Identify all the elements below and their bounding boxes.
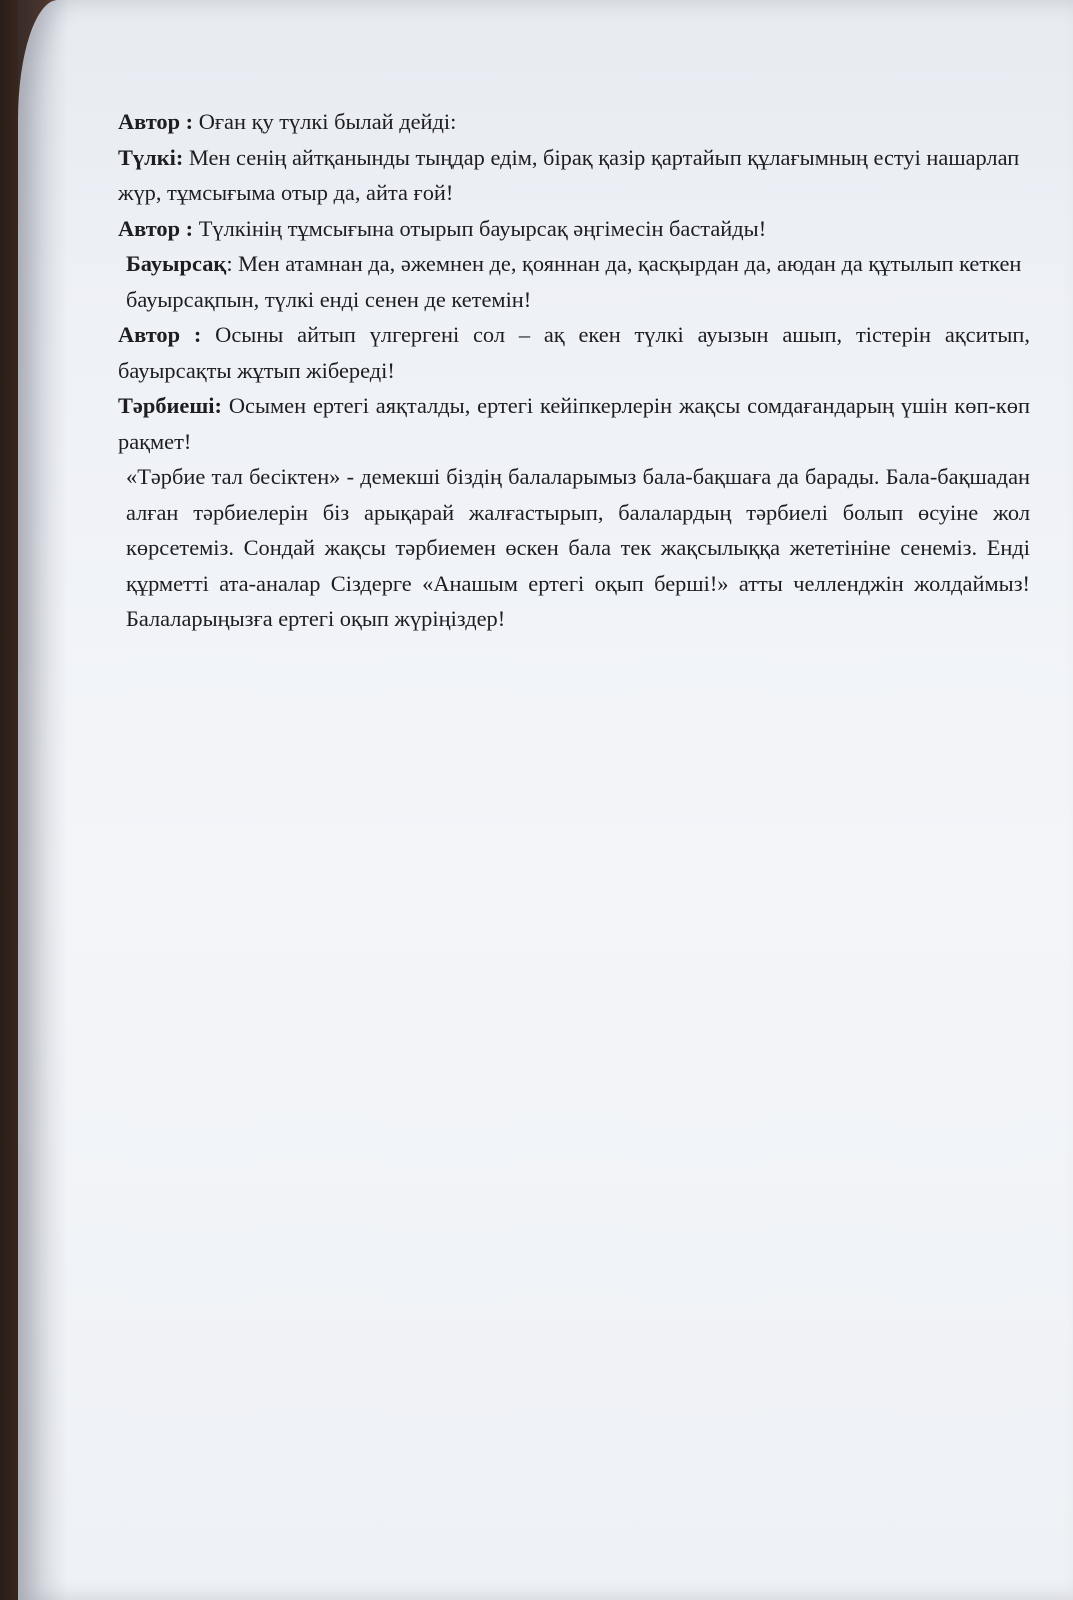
dialogue-text: Осыны айтып үлгергені сол – ақ екен түлкі ауызын ашып, тістерін ақситып, бауырсақты жұтып жібереді! (118, 322, 1030, 383)
dialogue-line-author-3 (118, 317, 1030, 388)
speaker-label: Автор : (118, 322, 202, 347)
speaker-label: Автор : (118, 215, 194, 241)
speaker-label: Бауырсақ (126, 251, 227, 276)
dialogue-text: Осымен ертегі аяқталды, ертегі кейіпкерлерін жақсы сомдағандарың үшін көп-көп рақмет! (118, 393, 1030, 454)
dialogue-line-author-2 (118, 211, 1030, 247)
closing-paragraph: «Тәрбие тал бесіктен» - демекші біздің балаларымыз бала-бақшаға да барады. Бала-бақшадан алған тәрбиелерін біз арықарай жалғастырып, балалардың тәрбиелі болып өсуіне жол көрсетеміз. Сондай жақсы тәрбиемен өскен бала тек жақсылыққа жететініне сенеміз. Енді құрметті ата-аналар Сіздерге «Анашым ертегі оқып берші!» атты челленджін жолдаймыз! Балаларыңызға ертегі оқып жүріңіздер! (126, 464, 1030, 631)
dialogue-line-teacher (118, 388, 1030, 459)
dialogue-line-baursak (118, 246, 1030, 317)
dialogue-text: Мен сенің айтқанынды тыңдар едім, бірақ қазір қартайып құлағымның естуі нашарлап жүр, тұмсығыма отыр да, айта ғой! (118, 144, 1020, 205)
speaker-label: Автор : (118, 109, 194, 134)
dialogue-text: Оған қу түлкі былай дейді: (193, 109, 457, 134)
speaker-label: Түлкі: (118, 144, 184, 170)
document-text (118, 104, 1030, 637)
dialogue-line-author-1 (118, 104, 1030, 140)
dialogue-line-fox (118, 140, 1030, 211)
dialogue-text: : Мен атамнан да, әжемнен де, қояннан да, қасқырдан да, аюдан да құтылып кеткен бауырсақпын, түлкі енді сенен де кетемін! (126, 251, 1022, 312)
dialogue-text: Түлкінің тұмсығына отырып бауырсақ әңгімесін бастайды! (193, 215, 767, 241)
speaker-label: Тәрбиеші: (118, 393, 222, 418)
